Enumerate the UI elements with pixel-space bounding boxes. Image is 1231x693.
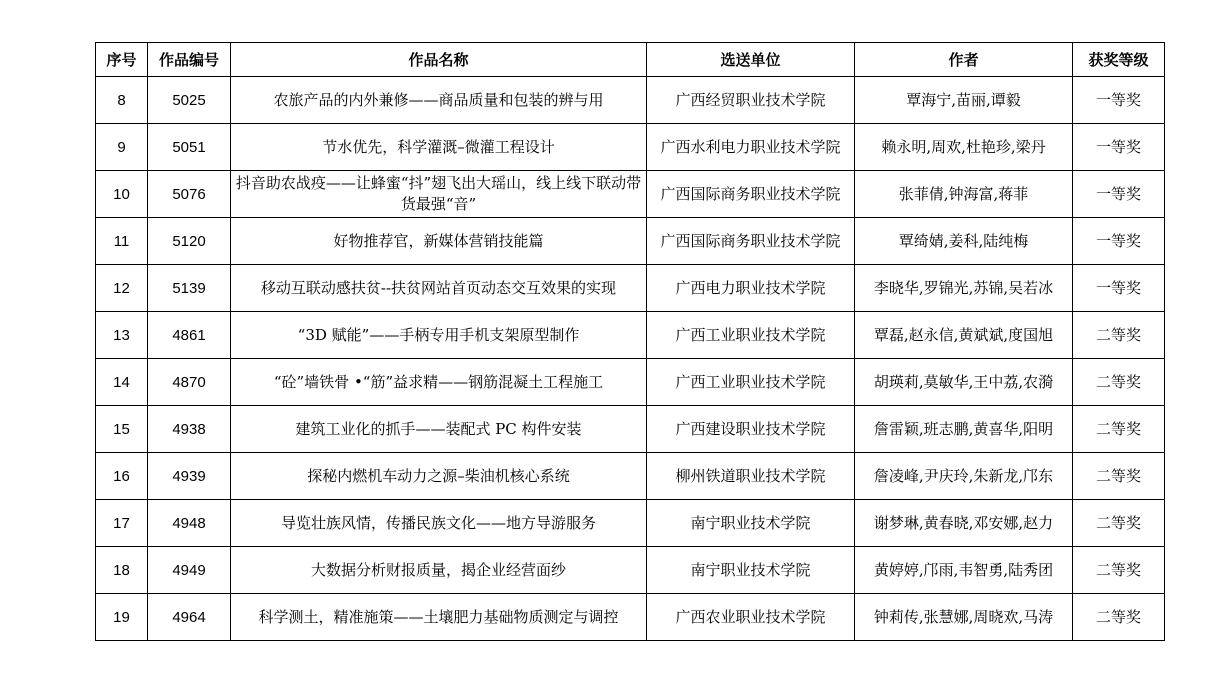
cell-seq: 17 — [96, 500, 148, 547]
table-row — [96, 218, 1165, 265]
header-award: 获奖等级 — [1073, 43, 1165, 77]
cell-code: 4939 — [148, 453, 231, 500]
table-row — [96, 406, 1165, 453]
cell-code: 4964 — [148, 594, 231, 641]
cell-seq: 15 — [96, 406, 148, 453]
cell-seq: 19 — [96, 594, 148, 641]
cell-authors: 詹凌峰,尹庆玲,朱新龙,邝东 — [855, 453, 1073, 500]
table-row — [96, 312, 1165, 359]
cell-award: 二等奖 — [1073, 453, 1165, 500]
cell-authors: 谢梦琳,黄春晓,邓安娜,赵力 — [855, 500, 1073, 547]
cell-award: 一等奖 — [1073, 171, 1165, 218]
table-row — [96, 171, 1165, 218]
cell-code: 4949 — [148, 547, 231, 594]
cell-unit: 广西建设职业技术学院 — [647, 406, 855, 453]
cell-code: 4870 — [148, 359, 231, 406]
cell-unit: 广西国际商务职业技术学院 — [647, 171, 855, 218]
cell-title: 科学测土，精准施策——土壤肥力基础物质测定与调控 — [231, 594, 647, 641]
cell-unit: 广西工业职业技术学院 — [647, 312, 855, 359]
cell-unit: 广西水利电力职业技术学院 — [647, 124, 855, 171]
header-unit: 选送单位 — [647, 43, 855, 77]
table-row — [96, 453, 1165, 500]
header-code: 作品编号 — [148, 43, 231, 77]
table-row — [96, 265, 1165, 312]
cell-code: 5076 — [148, 171, 231, 218]
cell-title: 农旅产品的内外兼修——商品质量和包装的辨与用 — [231, 77, 647, 124]
cell-authors: 张菲倩,钟海富,蒋菲 — [855, 171, 1073, 218]
cell-unit: 广西电力职业技术学院 — [647, 265, 855, 312]
cell-seq: 13 — [96, 312, 148, 359]
cell-title: 抖音助农战疫——让蜂蜜“抖”翅飞出大瑶山，线上线下联动带货最强“音” — [231, 171, 647, 218]
cell-award: 二等奖 — [1073, 547, 1165, 594]
cell-award: 一等奖 — [1073, 124, 1165, 171]
cell-award: 一等奖 — [1073, 218, 1165, 265]
awards-table — [95, 42, 1165, 641]
cell-code: 5051 — [148, 124, 231, 171]
cell-seq: 12 — [96, 265, 148, 312]
cell-authors: 詹雷颖,班志鹏,黄喜华,阳明 — [855, 406, 1073, 453]
cell-award: 二等奖 — [1073, 312, 1165, 359]
cell-authors: 覃绮婧,姜科,陆纯梅 — [855, 218, 1073, 265]
cell-code: 4948 — [148, 500, 231, 547]
cell-code: 4861 — [148, 312, 231, 359]
cell-authors: 赖永明,周欢,杜艳珍,梁丹 — [855, 124, 1073, 171]
cell-award: 二等奖 — [1073, 359, 1165, 406]
cell-authors: 钟莉传,张慧娜,周晓欢,马涛 — [855, 594, 1073, 641]
cell-unit: 南宁职业技术学院 — [647, 500, 855, 547]
table-row — [96, 547, 1165, 594]
cell-authors: 胡瑛莉,莫敏华,王中荔,农漪 — [855, 359, 1073, 406]
cell-unit: 广西农业职业技术学院 — [647, 594, 855, 641]
cell-title: “砼”墙铁骨 •“筋”益求精——钢筋混凝土工程施工 — [231, 359, 647, 406]
cell-seq: 9 — [96, 124, 148, 171]
cell-unit: 广西工业职业技术学院 — [647, 359, 855, 406]
header-row — [96, 43, 1165, 77]
cell-authors: 李晓华,罗锦光,苏锦,吴若冰 — [855, 265, 1073, 312]
cell-seq: 16 — [96, 453, 148, 500]
table-row — [96, 359, 1165, 406]
cell-unit: 广西国际商务职业技术学院 — [647, 218, 855, 265]
cell-code: 5025 — [148, 77, 231, 124]
cell-title: “3D 赋能”——手柄专用手机支架原型制作 — [231, 312, 647, 359]
table-row — [96, 124, 1165, 171]
cell-code: 4938 — [148, 406, 231, 453]
cell-code: 5120 — [148, 218, 231, 265]
cell-code: 5139 — [148, 265, 231, 312]
cell-authors: 覃海宁,苗丽,谭毅 — [855, 77, 1073, 124]
cell-unit: 柳州铁道职业技术学院 — [647, 453, 855, 500]
cell-seq: 11 — [96, 218, 148, 265]
header-authors: 作者 — [855, 43, 1073, 77]
cell-title: 导览壮族风情，传播民族文化——地方导游服务 — [231, 500, 647, 547]
cell-unit: 南宁职业技术学院 — [647, 547, 855, 594]
cell-unit: 广西经贸职业技术学院 — [647, 77, 855, 124]
cell-title: 移动互联动感扶贫--扶贫网站首页动态交互效果的实现 — [231, 265, 647, 312]
cell-authors: 黄婷婷,邝雨,韦智勇,陆秀团 — [855, 547, 1073, 594]
cell-title: 好物推荐官，新媒体营销技能篇 — [231, 218, 647, 265]
cell-award: 二等奖 — [1073, 406, 1165, 453]
cell-title: 节水优先，科学灌溉–微灌工程设计 — [231, 124, 647, 171]
cell-title: 建筑工业化的抓手——装配式 PC 构件安装 — [231, 406, 647, 453]
cell-award: 二等奖 — [1073, 500, 1165, 547]
cell-seq: 8 — [96, 77, 148, 124]
cell-title: 大数据分析财报质量，揭企业经营面纱 — [231, 547, 647, 594]
table-body — [96, 77, 1165, 641]
cell-award: 一等奖 — [1073, 77, 1165, 124]
table-row — [96, 500, 1165, 547]
table-row — [96, 77, 1165, 124]
cell-authors: 覃磊,赵永信,黄斌斌,度国旭 — [855, 312, 1073, 359]
cell-award: 二等奖 — [1073, 594, 1165, 641]
header-title: 作品名称 — [231, 43, 647, 77]
cell-title: 探秘内燃机车动力之源–柴油机核心系统 — [231, 453, 647, 500]
header-seq: 序号 — [96, 43, 148, 77]
cell-award: 一等奖 — [1073, 265, 1165, 312]
cell-seq: 14 — [96, 359, 148, 406]
table-row — [96, 594, 1165, 641]
cell-seq: 18 — [96, 547, 148, 594]
cell-seq: 10 — [96, 171, 148, 218]
